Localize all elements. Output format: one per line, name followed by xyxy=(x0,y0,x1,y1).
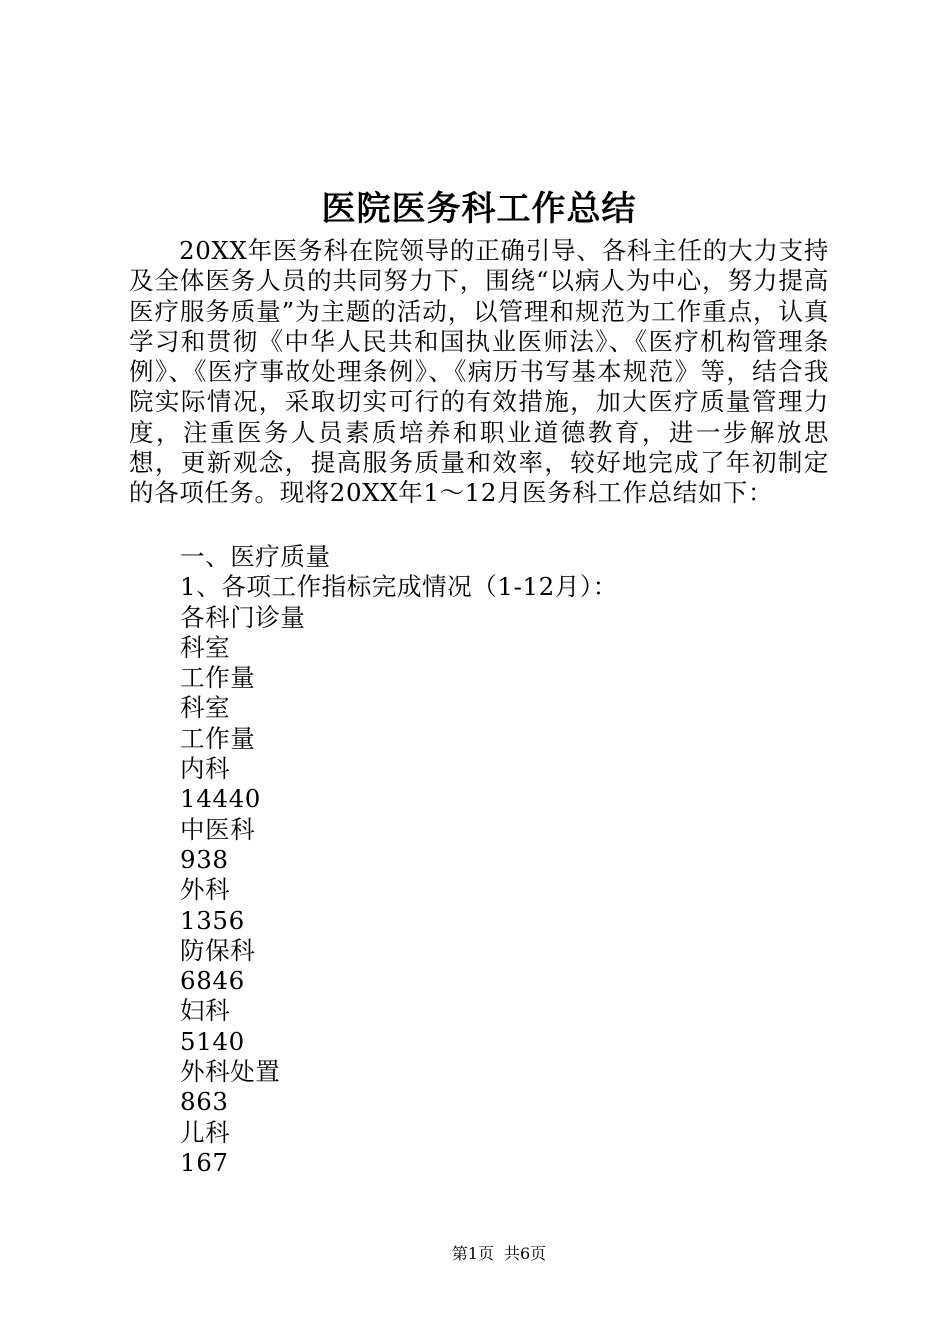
page-number: 第1页 xyxy=(451,1244,494,1263)
text-line: 工作量 xyxy=(180,723,256,753)
text-line: 167 xyxy=(180,1147,229,1177)
text-line: 5140 xyxy=(180,1026,245,1056)
text-line: 863 xyxy=(180,1087,229,1117)
text-line: 儿科 xyxy=(180,1117,231,1147)
text-line: 工作量 xyxy=(180,663,256,693)
text-line: 中医科 xyxy=(180,814,256,844)
text-line: 外科处置 xyxy=(180,1057,281,1087)
subsection-heading: 1、各项工作指标完成情况（1-12月）： xyxy=(180,572,618,602)
text-line: 14440 xyxy=(180,784,261,814)
text-line: 6846 xyxy=(180,966,245,996)
text-line: 内科 xyxy=(180,754,231,784)
text-line: 防保科 xyxy=(180,935,256,965)
text-line: 外科 xyxy=(180,875,231,905)
page-footer xyxy=(0,1242,950,1266)
text-line: 科室 xyxy=(180,693,231,723)
document-title: 医院医务科工作总结 xyxy=(321,189,637,229)
page-total: 共6页 xyxy=(504,1244,547,1263)
text-line: 各科门诊量 xyxy=(180,602,306,632)
intro-paragraph: 20XX年医务科在院领导的正确引导、各科主任的大力支持及全体医务人员的共同努力下，围绕“以病人为中心，努力提高医疗服务质量”为主题的活动，以管理和规范为工作重点，认真学习和贯彻《中华人民共和国执业医师法》、《医疗机构管理条例》、《医疗事故处理条例》、《病历书写基本规范》等，结合我院实际情况，采取切实可行的有效措施，加大医疗质量管理力度，注重医务人员素质培养和职业道德教育，进一步解放思想，更新观念，提高服务质量和效率，较好地完成了年初制定的各项任务。现将20XX年1～12月医务科工作总结如下： xyxy=(129,236,829,508)
text-line: 1356 xyxy=(180,905,245,935)
content-lines xyxy=(129,542,829,1178)
text-line: 科室 xyxy=(180,632,231,662)
text-line: 938 xyxy=(180,844,229,874)
text-line: 妇科 xyxy=(180,996,231,1026)
section-heading: 一、医疗质量 xyxy=(180,542,331,571)
